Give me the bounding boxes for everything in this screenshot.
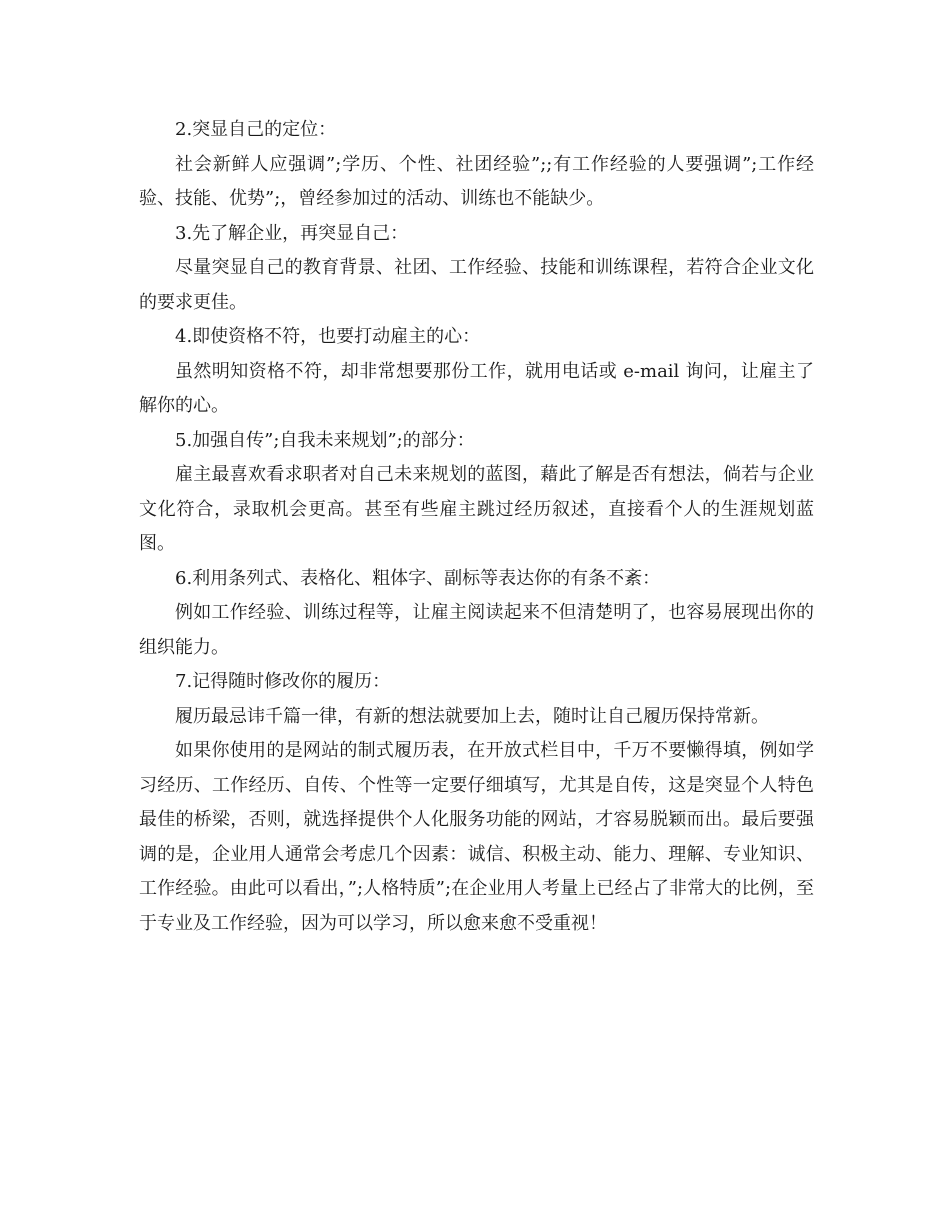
paragraph-know-company: 尽量突显自己的教育背景、社团、工作经验、技能和训练课程，若符合企业文化的要求更佳。 — [139, 257, 814, 313]
paragraph-update-resume: 履历最忌讳千篇一律，有新的想法就要加上去，随时让自己履历保持常新。 — [175, 705, 769, 727]
section-heading-autobiography: 5.加强自传”;自我未来规划”;的部分： — [175, 429, 475, 451]
paragraph-positioning: 社会新鲜人应强调”;学历、个性、社团经验”;;有工作经验的人要强调”;工作经验、技能、优势”;，曾经参加过的活动、训练也不能缺少。 — [139, 153, 814, 209]
paragraph-impress-employer: 虽然明知资格不符，却非常想要那份工作，就用电话或 e-mail 询问，让雇主了解你的心。 — [139, 360, 814, 416]
section-heading-formatting: 6.利用条列式、表格化、粗体字、副标等表达你的有条不紊： — [175, 567, 661, 589]
paragraph-autobiography: 雇主最喜欢看求职者对自己未来规划的蓝图，藉此了解是否有想法，倘若与企业文化符合，录取机会更高。甚至有些雇主跳过经历叙述，直接看个人的生涯规划蓝图。 — [139, 464, 814, 554]
section-heading-update-resume: 7.记得随时修改你的履历： — [175, 671, 391, 692]
paragraph-online-forms: 如果你使用的是网站的制式履历表，在开放式栏目中，千万不要懒得填，例如学习经历、工作经历、自传、个性等一定要仔细填写，尤其是自传，这是突显个人特色最佳的桥梁，否则，就选择提供个人化服务功能的网站，才容易脱颖而出。最后要强调的是，企业用人通常会考虑几个因素：诚信、积极主动、能力、理解、专业知识、工作经验。由此可以看出，”;人格特质”;在企业用人考量上已经占了非常大的比例，至于专业及工作经验，因为可以学习，所以愈来愈不受重视！ — [139, 740, 814, 934]
section-heading-impress-employer: 4.即使资格不符，也要打动雇主的心： — [175, 326, 481, 347]
section-heading-positioning: 2.突显自己的定位： — [175, 119, 337, 140]
section-heading-know-company: 3.先了解企业，再突显自己： — [175, 222, 409, 244]
paragraph-formatting: 例如工作经验、训练过程等，让雇主阅读起来不但清楚明了，也容易展现出你的组织能力。 — [139, 602, 814, 658]
document-body — [139, 113, 814, 941]
